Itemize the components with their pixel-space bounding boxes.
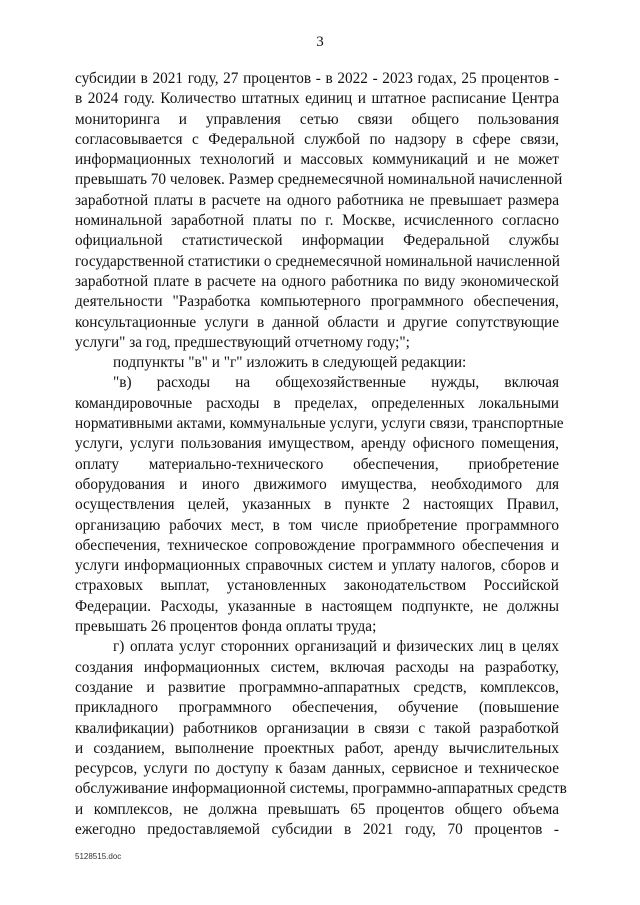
text-line: подпункты "в" и "г" изложить в следующей редакции: [113, 354, 467, 372]
text-line: страховых выплат, установленных законодательством Российской [75, 577, 559, 595]
document-file-code: 5128515.doc [75, 852, 122, 861]
text-line: квалификации) работников организации в связи с такой разработкой [75, 719, 559, 737]
text-line: ежегодно предоставляемой субсидии в 2021 году, 70 процентов - [75, 820, 559, 838]
text-line: заработной платы в расчете на одного работника не превышает размера [75, 191, 559, 209]
text-line: организацию рабочих мест, в том числе приобретение программного [75, 516, 559, 534]
text-line: согласовывается с Федеральной службой по надзору в сфере связи, [75, 130, 559, 148]
text-line: г) оплата услуг сторонних организаций и физических лиц в целях [113, 638, 559, 656]
text-line: превышать 26 процентов фонда оплаты труда; [75, 618, 377, 636]
text-line: командировочные расходы в пределах, определенных локальными [75, 394, 559, 412]
text-line: и созданием, выполнение проектных работ, аренду вычислительных [75, 739, 559, 757]
text-line: консультационные услуги в данной области и другие сопутствующие [75, 313, 559, 331]
text-line: официальной статистической информации Федеральной службы [75, 232, 559, 250]
text-line: мониторинга и управления сетью связи общего пользования [75, 110, 559, 128]
text-line: информационных технологий и массовых коммуникаций и не может [75, 151, 559, 169]
text-line: превышать 70 человек. Размер среднемесячной номинальной начисленной [75, 171, 563, 189]
text-line: услуги, услуги пользования имуществом, аренду офисного помещения, [75, 435, 559, 453]
text-line: ресурсов, услуги по доступу к базам данных, сервисное и техническое [75, 760, 559, 778]
text-line: прикладного программного обеспечения, обучение (повышение [75, 699, 559, 717]
text-line: субсидии в 2021 году, 27 процентов - в 2022 - 2023 годах, 25 процентов - [75, 70, 559, 87]
text-line: обеспечения, техническое сопровождение программного обеспечения и [75, 536, 559, 554]
text-line: и комплексов, не должна превышать 65 процентов общего объема [75, 800, 559, 818]
text-line: оборудования и иного движимого имущества, необходимого для [75, 475, 559, 493]
document-body [75, 69, 567, 840]
text-line: номинальной заработной платы по г. Москве, исчисленного согласно [75, 212, 559, 230]
text-line: в 2024 году. Количество штатных единиц и штатное расписание Центра [75, 90, 559, 108]
text-line: нормативными актами, коммунальные услуги, услуги связи, транспортные [75, 415, 564, 433]
text-line: государственной статистики о среднемесячной номинальной начисленной [75, 252, 560, 270]
text-line: обслуживание информационной системы, программно-аппаратных средств [75, 780, 567, 798]
text-line: осуществления целей, указанных в пункте 2 настоящих Правил, [75, 496, 559, 514]
text-line: "в) расходы на общехозяйственные нужды, включая [113, 374, 559, 392]
text-line: услуги информационных справочных систем и уплату налогов, сборов и [75, 557, 559, 575]
text-line: создание и развитие программно-аппаратных средств, комплексов, [75, 678, 559, 696]
text-line: создания информационных систем, включая расходы на разработку, [75, 658, 559, 676]
text-line: заработной плате в расчете на одного работника по виду экономической [75, 272, 559, 290]
text-line: деятельности "Разработка компьютерного программного обеспечения, [75, 293, 559, 311]
text-line: Федерации. Расходы, указанные в настоящем подпункте, не должны [75, 597, 559, 615]
page-number: 3 [316, 34, 324, 50]
text-line: оплату материально-технического обеспечения, приобретение [75, 455, 559, 473]
text-line: услуги" за год, предшествующий отчетному году;"; [75, 333, 410, 351]
